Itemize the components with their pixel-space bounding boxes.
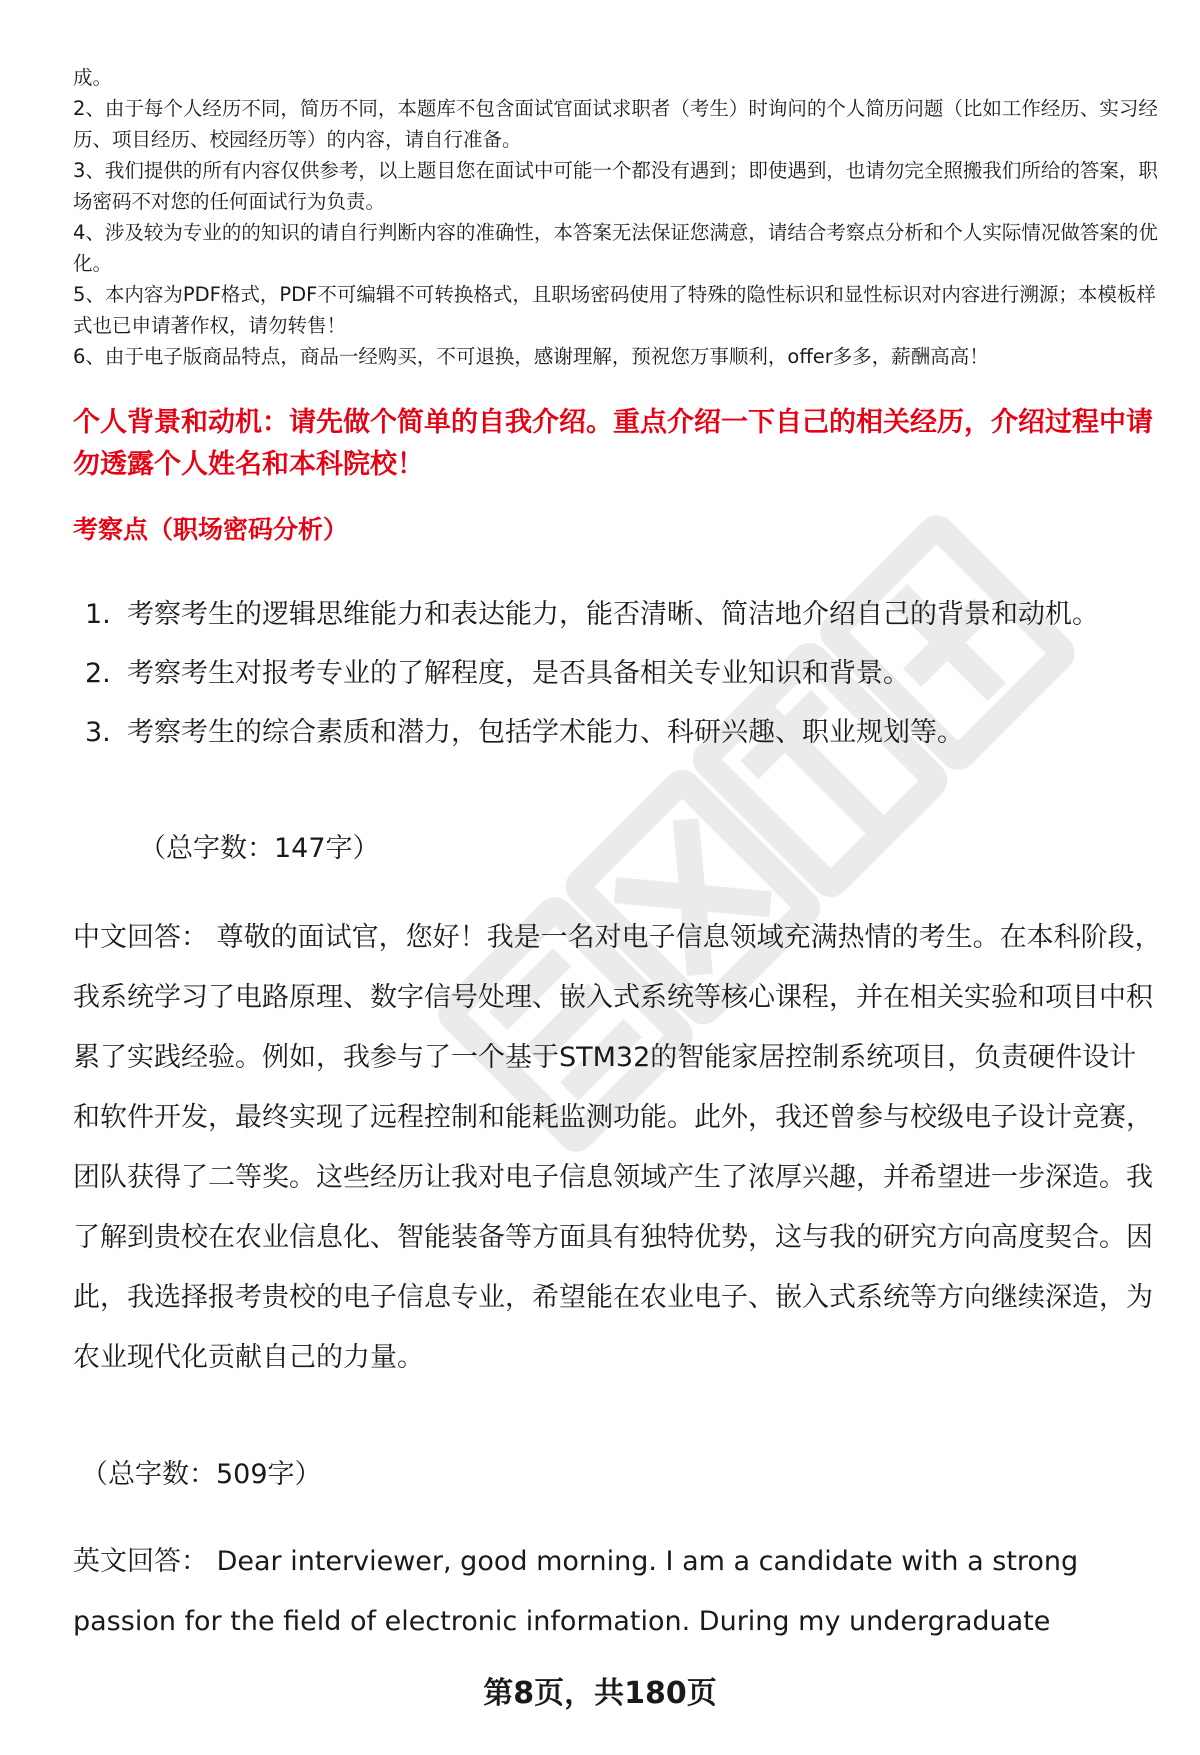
point-number: 3.: [85, 717, 111, 748]
point-text: 考察考生对报考专业的了解程度，是否具备相关专业知识和背景。: [127, 658, 910, 689]
analysis-point: [73, 585, 1163, 644]
note-item: 6、由于电子版商品特点，商品一经购买，不可退换，感谢理解，预祝您万事顺利，offer多多，薪酬高高！: [73, 345, 989, 368]
point-number: 1.: [85, 599, 111, 630]
note-item: 成。: [73, 66, 113, 89]
english-answer: 英文回答： Dear interviewer, good morning. I am a candidate with a strong passion for the field of electronic information. During my undergraduate: [73, 1546, 1079, 1637]
point-text: 考察考生的综合素质和潜力，包括学术能力、科研兴趣、职业规划等。: [127, 717, 964, 748]
page-number: 第8页，共180页: [483, 1676, 717, 1711]
analysis-point: [73, 644, 1163, 703]
note-item: 5、本内容为PDF格式，PDF不可编辑不可转换格式，且职场密码使用了特殊的隐性标识和显性标识对内容进行溯源；本模板样式也已申请著作权，请勿转售！: [73, 283, 1156, 337]
analysis-word-count: （总字数：147字）: [139, 833, 380, 864]
question-heading: 个人背景和动机：请先做个简单的自我介绍。重点介绍一下自己的相关经历，介绍过程中请勿透露个人姓名和本科院校！: [73, 407, 1153, 480]
analysis-points: [73, 585, 1163, 762]
note-item: 3、我们提供的所有内容仅供参考，以上题目您在面试中可能一个都没有遇到；即使遇到，也请勿完全照搬我们所给的答案，职场密码不对您的任何面试行为负责。: [73, 159, 1158, 213]
notes-list: [73, 62, 1163, 372]
note-item: 4、涉及较为专业的的知识的请自行判断内容的准确性，本答案无法保证您满意，请结合考察点分析和个人实际情况做答案的优化。: [73, 221, 1158, 275]
note-item: 2、由于每个人经历不同，简历不同，本题库不包含面试官面试求职者（考生）时询问的个人简历问题（比如工作经历、实习经历、项目经历、校园经历等）的内容，请自行准备。: [73, 97, 1158, 151]
point-number: 2.: [85, 658, 111, 689]
chinese-word-count: （总字数：509字）: [81, 1459, 322, 1490]
chinese-answer: 中文回答： 尊敬的面试官，您好！我是一名对电子信息领域充满热情的考生。在本科阶段，我系统学习了电路原理、数字信号处理、嵌入式系统等核心课程，并在相关实验和项目中积累了实践经验。例如，我参与了一个基于STM32的智能家居控制系统项目，负责硬件设计和软件开发，最终实现了远程控制和能耗监测功能。此外，我还曾参与校级电子设计竞赛，团队获得了二等奖。这些经历让我对电子信息领域产生了浓厚兴趣，并希望进一步深造。我了解到贵校在农业信息化、智能装备等方面具有独特优势，这与我的研究方向高度契合。因此，我选择报考贵校的电子信息专业，希望能在农业电子、嵌入式系统等方向继续深造，为农业现代化贡献自己的力量。: [73, 922, 1162, 1373]
analysis-title: 考察点（职场密码分析）: [73, 515, 349, 544]
point-text: 考察考生的逻辑思维能力和表达能力，能否清晰、简洁地介绍自己的背景和动机。: [127, 599, 1099, 630]
analysis-point: [73, 703, 1163, 762]
